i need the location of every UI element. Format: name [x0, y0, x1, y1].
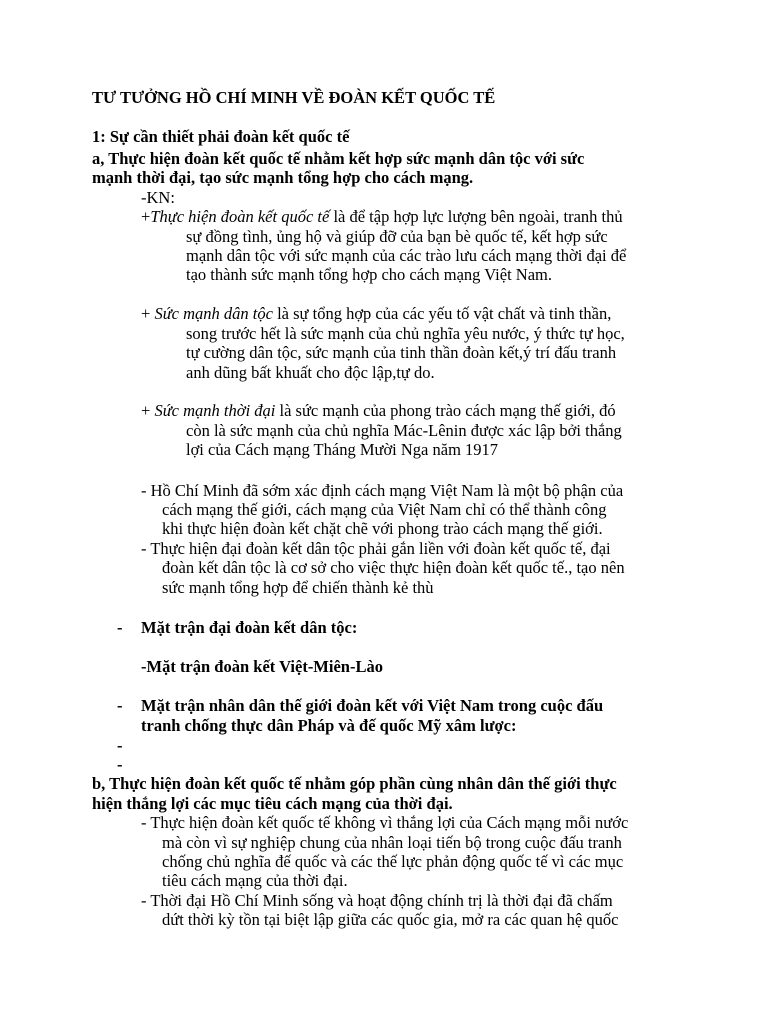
bullet-3-line-1: Mặt trận nhân dân thế giới đoàn kết với Việt Nam trong cuộc đấu [141, 696, 604, 715]
para-2-text: là sự tổng hợp của các yếu tố vật chất và tinh thần, [272, 304, 612, 323]
section-1-heading: 1: Sự cần thiết phải đoàn kết quốc tế [92, 127, 350, 146]
para-1-line-2: sự đồng tình, ủng hộ và giúp đỡ của bạn bè quốc tế, kết hợp sức [186, 227, 608, 246]
para-2-line-3: tự cường dân tộc, sức mạnh của tinh thần đoàn kết,ý trí đấu tranh [186, 343, 617, 362]
para-2-line-2: song trước hết là sức mạnh của chủ nghĩa yêu nước, ý thức tự học, [186, 324, 625, 343]
bullet-marker-empty-2: - [117, 755, 123, 774]
para-2-line-1 [141, 304, 611, 324]
para-1-line-1 [141, 207, 623, 227]
bullet-1-text: Mặt trận đại đoàn kết dân tộc: [141, 618, 358, 637]
para-2-term: Sức mạnh dân tộc [154, 304, 273, 323]
subsection-b-heading-line-1: b, Thực hiện đoàn kết quốc tế nhằm góp phần cùng nhân dân thế giới thực [92, 774, 617, 793]
subsection-b-heading-line-2: hiện thắng lợi các mục tiêu cách mạng của thời đại. [92, 794, 453, 813]
subsection-a-heading-line-1: a, Thực hiện đoàn kết quốc tế nhằm kết hợp sức mạnh dân tộc với sức [92, 149, 585, 168]
para-1-prefix: + [141, 207, 151, 226]
b-para-1-line-1: - Thực hiện đoàn kết quốc tế không vì thắng lợi của Cách mạng mỗi nước [141, 813, 629, 832]
dash-para-2-line-2: đoàn kết dân tộc là cơ sở cho việc thực hiện đoàn kết quốc tế., tạo nên [162, 558, 625, 577]
bullet-2-text: -Mặt trận đoàn kết Việt-Miên-Lào [141, 657, 383, 676]
para-2-line-4: anh dũng bất khuất cho độc lập,tự do. [186, 363, 435, 382]
dash-para-1-line-1: - Hồ Chí Minh đã sớm xác định cách mạng Việt Nam là một bộ phận của [141, 481, 624, 500]
bullet-3-line-2: tranh chống thực dân Pháp và đế quốc Mỹ xâm lược: [141, 716, 517, 735]
para-3-line-1 [141, 401, 616, 421]
document-title: TƯ TƯỞNG HỒ CHÍ MINH VỀ ĐOÀN KẾT QUỐC TẾ [92, 88, 496, 107]
para-3-prefix: + [141, 401, 155, 420]
bullet-marker-1: - [117, 618, 123, 637]
para-3-line-3: lợi của Cách mạng Tháng Mười Nga năm 1917 [186, 440, 499, 459]
kn-label: -KN: [141, 188, 175, 207]
para-1-text: là để tập hợp lực lượng bên ngoài, tranh thủ [329, 207, 623, 226]
para-3-text: là sức mạnh của phong trào cách mạng thế giới, đó [275, 401, 616, 420]
b-para-1-line-4: tiêu cách mạng của thời đại. [162, 871, 348, 890]
para-1-term: Thực hiện đoàn kết quốc tế [150, 207, 330, 226]
dash-para-1-line-2: cách mạng thế giới, cách mạng của Việt Nam chỉ có thể thành công [162, 500, 607, 519]
para-1-line-3: mạnh dân tộc với sức mạnh của các trào lưu cách mạng thời đại để [186, 246, 627, 265]
bullet-marker-empty-1: - [117, 736, 123, 755]
para-3-line-2: còn là sức mạnh của chủ nghĩa Mác-Lênin được xác lập bởi thắng [186, 421, 622, 440]
dash-para-2-line-3: sức mạnh tổng hợp để chiến thành kẻ thù [162, 578, 434, 597]
bullet-marker-3: - [117, 696, 123, 715]
dash-para-1-line-3: khi thực hiện đoàn kết chặt chẽ với phong trào cách mạng thế giới. [162, 519, 603, 538]
b-para-1-line-2: mà còn vì sự nghiệp chung của nhân loại tiến bộ trong cuộc đấu tranh [162, 833, 622, 852]
b-para-2-line-1: - Thời đại Hồ Chí Minh sống và hoạt động chính trị là thời đại đã chấm [141, 891, 613, 910]
b-para-2-line-2: dứt thời kỳ tồn tại biệt lập giữa các quốc gia, mở ra các quan hệ quốc [162, 910, 619, 929]
b-para-1-line-3: chống chủ nghĩa đế quốc và các thế lực phản động quốc tế vì các mục [162, 852, 624, 871]
para-2-prefix: + [141, 304, 155, 323]
dash-para-2-line-1: - Thực hiện đại đoàn kết dân tộc phải gắn liền với đoàn kết quốc tế, đại [141, 539, 611, 558]
para-1-line-4: tạo thành sức mạnh tổng hợp cho cách mạng Việt Nam. [186, 265, 552, 284]
subsection-a-heading-line-2: mạnh thời đại, tạo sức mạnh tổng hợp cho cách mạng. [92, 168, 474, 187]
para-3-term: Sức mạnh thời đại [154, 401, 276, 420]
